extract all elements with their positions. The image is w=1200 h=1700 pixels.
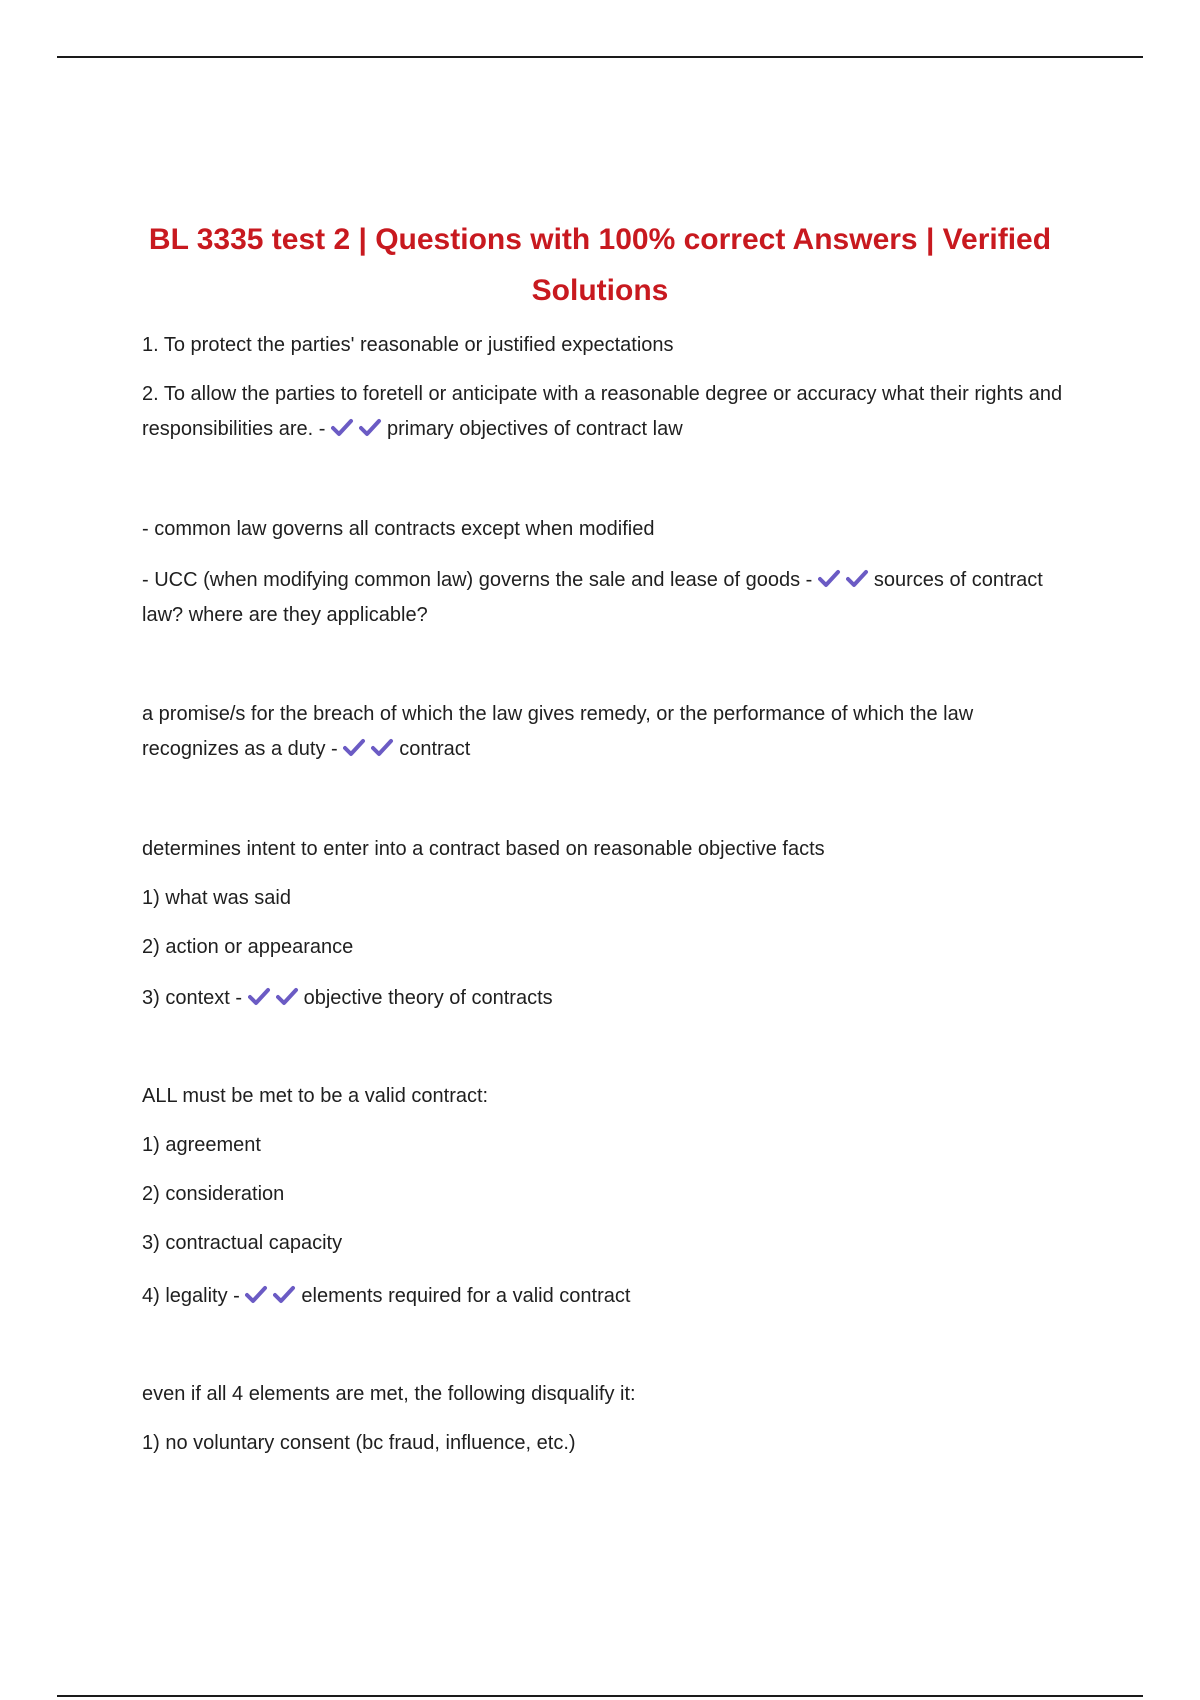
question-line: 1. To protect the parties' reasonable or justified expectations (142, 334, 674, 356)
answer-text: objective theory of contracts (303, 987, 553, 1009)
check-icon (248, 987, 274, 1007)
document-title: BL 3335 test 2 | Questions with 100% correct Answers | Verified Solutions (148, 223, 1052, 307)
header-rule (57, 56, 1143, 58)
answer-text: primary objectives of contract law (386, 418, 683, 440)
check-icon (331, 418, 357, 438)
question-line: 1) what was said (142, 887, 291, 909)
question-answer-pair (142, 377, 1072, 447)
question-line: ALL must be met to be a valid contract: (142, 1085, 489, 1107)
question-text: 4) legality - (142, 1285, 246, 1307)
footer-rule (57, 1695, 1143, 1697)
answer-text: elements required for a valid contract (301, 1285, 631, 1307)
check-icon (273, 1285, 299, 1305)
check-icon (359, 418, 385, 438)
check-icon (846, 569, 872, 589)
check-icon (818, 569, 844, 589)
question-text: 2. To allow the parties to foretell or anticipate with a reasonable degree or accuracy what their rights and responsibilities are. - (142, 383, 1063, 440)
question-line: determines intent to enter into a contract based on reasonable objective facts (142, 838, 825, 860)
question-line: even if all 4 elements are met, the following disqualify it: (142, 1383, 636, 1405)
question-text: a promise/s for the breach of which the law gives remedy, or the performance of which the law recognizes as a duty - (142, 703, 974, 760)
answer-text: contract (399, 738, 471, 760)
question-line: 3) contractual capacity (142, 1232, 343, 1254)
question-line: 2) consideration (142, 1183, 285, 1205)
question-line: 2) action or appearance (142, 936, 354, 958)
question-answer-pair (142, 1279, 1072, 1314)
question-answer-pair (142, 563, 1072, 633)
question-answer-pair (142, 697, 1072, 767)
check-icon (245, 1285, 271, 1305)
answer-text: sources of contract law? where are they applicable? (142, 569, 1043, 626)
question-line: 1) no voluntary consent (bc fraud, influence, etc.) (142, 1432, 576, 1454)
question-text: 3) context - (142, 987, 248, 1009)
question-text: - UCC (when modifying common law) governs the sale and lease of goods - (142, 569, 818, 591)
question-line: 1) agreement (142, 1134, 261, 1156)
check-icon (371, 738, 397, 758)
question-line: - common law governs all contracts except when modified (142, 518, 655, 540)
question-answer-pair (142, 981, 1072, 1016)
check-icon (276, 987, 302, 1007)
check-icon (343, 738, 369, 758)
